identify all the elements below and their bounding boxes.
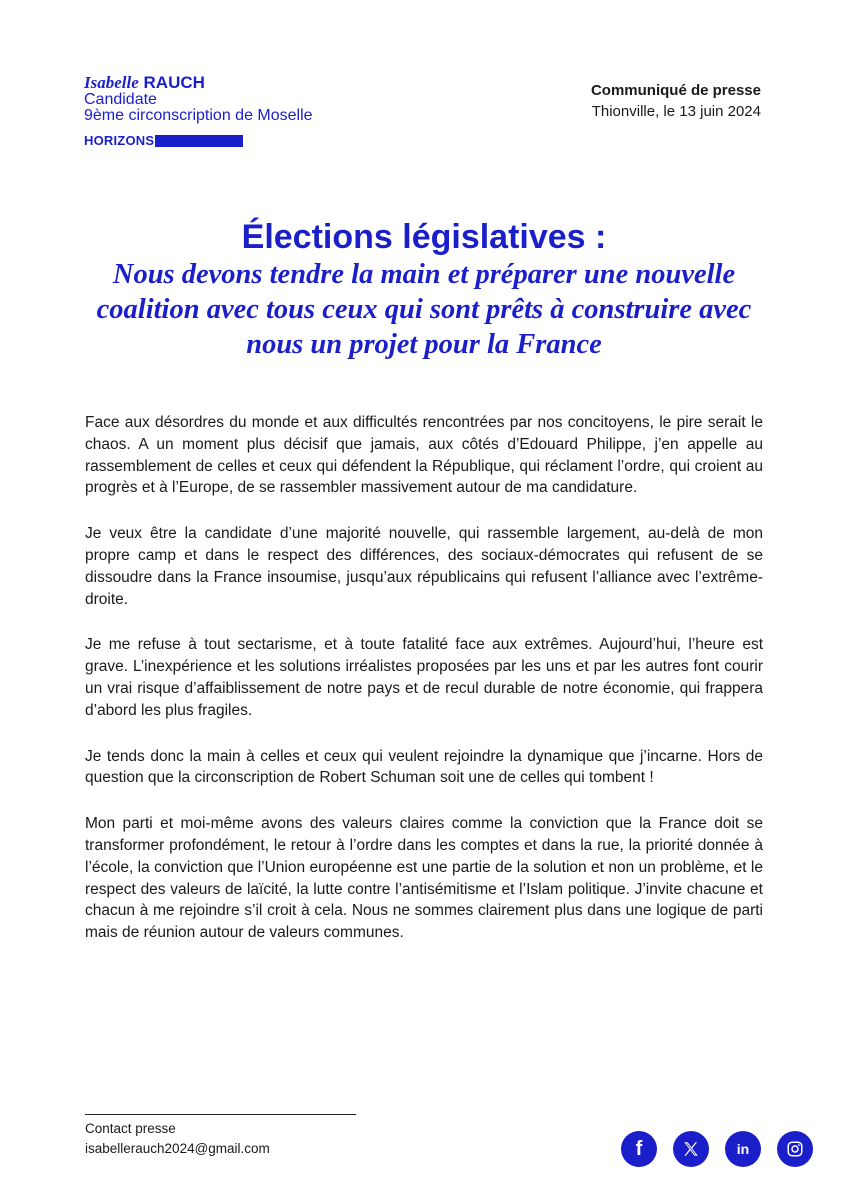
candidate-last-name: RAUCH: [143, 73, 205, 92]
social-links: [621, 1131, 813, 1167]
party-name: HORIZONS: [84, 133, 155, 148]
x-icon[interactable]: [673, 1131, 709, 1167]
facebook-icon[interactable]: f: [621, 1131, 657, 1167]
title-subtitle: Nous devons tendre la main et préparer une nouvelle coalition avec tous ceux qui sont prêts à construire avec nous un projet pour la France: [96, 259, 752, 360]
contact-email[interactable]: isabellerauch2024@gmail.com: [85, 1141, 270, 1156]
document-body: [85, 412, 763, 968]
body-paragraph: Face aux désordres du monde et aux difficultés rencontrées par nos concitoyens, le pire serait le chaos. A un moment plus décisif que jamais, aux côtés d’Edouard Philippe, j’en appelle au rassemblement de celles et ceux qui défendent la République, qui réclament l’ordre, qui croient au progrès et à l’Europe, de se rassembler massivement autour de ma candidature.: [85, 414, 763, 497]
party-bar: [155, 135, 243, 147]
contact-divider: [85, 1114, 356, 1115]
place-date: Thionville, le 13 juin 2024: [591, 103, 761, 120]
body-paragraph: Je veux être la candidate d’une majorité nouvelle, qui rassemble largement, au-delà de mon propre camp et dans le respect des différences, des sociaux-démocrates qui refusent de se dissoudre dans la France insoumise, jusqu’aux républicains qui refusent l’alliance avec l’extrême-droite.: [85, 525, 763, 608]
document-type: Communiqué de presse: [590, 82, 761, 99]
candidate-district: 9ème circonscription de Moselle: [84, 107, 313, 124]
linkedin-icon[interactable]: in: [725, 1131, 761, 1167]
party-logo: [84, 133, 243, 148]
title-main: Élections législatives :: [241, 218, 607, 256]
candidate-first-name: Isabelle: [84, 73, 139, 92]
press-header: [591, 80, 761, 122]
candidate-role: Candidate: [84, 91, 157, 108]
press-contact: [85, 1114, 356, 1159]
contact-label: Contact presse: [85, 1121, 176, 1136]
document-title: [80, 217, 768, 362]
body-paragraph: Je tends donc la main à celles et ceux qui veulent rejoindre la dynamique que j’incarne. Hors de question que la circonscription de Robert Schuman soit une de celles qui tombent !: [85, 747, 763, 787]
body-paragraph: Je me refuse à tout sectarisme, et à toute fatalité face aux extrêmes. Aujourd’hui, l’heure est grave. L’inexpérience et les solutions irréalistes proposées par les uns et par les autres font courir un vrai risque d’affaiblissement de notre pays et de recul durable de notre économie, qui frappera d’abord les plus fragiles.: [85, 636, 763, 719]
candidate-name: [84, 74, 313, 92]
body-paragraph: Mon parti et moi-même avons des valeurs claires comme la conviction que la France doit se transformer profondément, le retour à l’ordre dans les comptes et dans la rue, la priorité donnée à l’école, la conviction que l’Union européenne est une partie de la solution et non un problème, et le respect des valeurs de laïcité, la lutte contre l’antisémitisme et l’Islam politique. J’invite chacune et chacun à me rejoindre s’il croit à cela. Nous ne sommes clairement plus dans une logique de parti mais de réunion autour de valeurs communes.: [85, 815, 763, 942]
instagram-icon[interactable]: [777, 1131, 813, 1167]
candidate-brand: [84, 74, 313, 124]
